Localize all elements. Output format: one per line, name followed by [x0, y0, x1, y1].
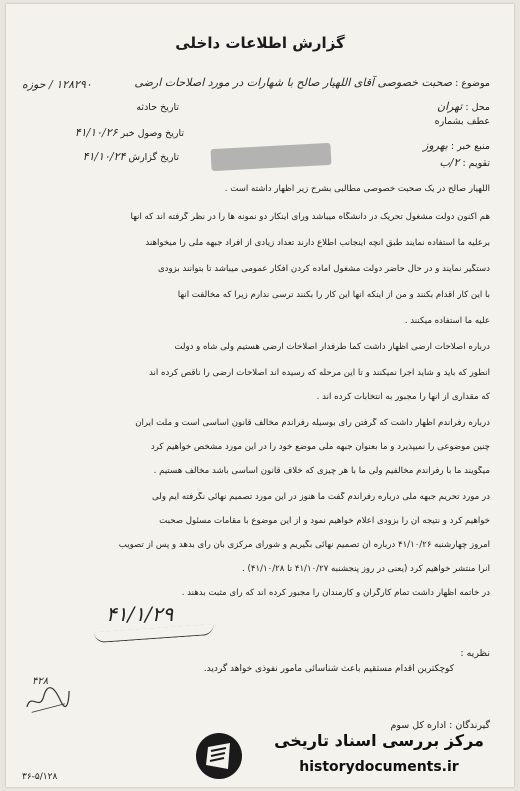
receive-date-row [75, 126, 184, 139]
body-line: امروز چهارشنبه ۴۱/۱۰/۲۶ درباره آن تصمیم نهائی بگیریم و شورای مرکزی بآن رای بدهد و پس از تصویب [118, 540, 490, 550]
receive-date-value: ۴۱/۱۰/۲۶ [74, 126, 118, 139]
comment-text: کوچکترین اقدام مستقیم باعث شناسائی مامور نفوذی خواهد گردید. [203, 664, 454, 674]
body-line: علیه ما استفاده میکنند . [404, 316, 490, 326]
source-label: منبع خبر [457, 141, 490, 152]
body-line: با این کار اقدام بکنند و من از اینکه آنها این کار را بکنند ترسی ندارم زیرا که مخالفت آنها [177, 290, 490, 300]
watermark [194, 729, 504, 783]
body-line: اللهیار صالح در یک صحبت خصوصی مطالبی بشرح زیر اظهار داشته است . [224, 184, 490, 194]
report-date-value: ۴۱/۱۰/۲۴ [82, 150, 126, 163]
signature-mark [22, 681, 74, 717]
watermark-en: historydocuments.ir [299, 759, 459, 775]
margin-note: ۴۲۸ [32, 676, 49, 687]
body-line: آنرا منتشر خواهیم کرد (یعنی در روز پنجشنبه ۴۱/۱۰/۲۷ تا ۴۱/۱۰/۲۸) . [242, 564, 490, 574]
page-title: گزارش اطلاعات داخلی [175, 34, 345, 52]
report-date-label: تاریخ گزارش [128, 152, 179, 163]
recipient-label: گیرندگان [455, 720, 490, 731]
body-line: چنین موضوعی را نمیپذیرد و ما بعنوان جبهه ملی موضع خود را در این مورد مشخص خواهیم کرد [150, 442, 490, 452]
subject-value: صحبت خصوصی آقای اللهیار صالح با شهارات در مورد اصلاحات ارضی [134, 76, 453, 89]
subject-label: موضوع [461, 78, 490, 89]
handwritten-date: ۴۱/۱/۲۹ [106, 602, 174, 626]
body-line: دستگیر نمایند و در حال حاضر دولت مشغول آماده کردن افکار عمومی میباشد تا بتوانند بزودی [157, 264, 490, 274]
report-date-row [83, 150, 179, 163]
subject-row: موضوع : صحبت خصوصی آقای اللهیار صالح با شهارات در مورد اصلاحات ارضی [134, 76, 490, 89]
body-line: هم اکنون دولت مشغول تحریک در دانشگاه میباشد ورای اینکار دو نمونه ها را در نظر گرفته اند که آنها [130, 212, 490, 222]
source-row: منبع خبر : بهروز [423, 139, 490, 152]
body-line: درباره اصلاحات ارضی اظهار داشت کما طرفدار اصلاحات ارضی هستیم ولی شاه و دولت [174, 342, 490, 352]
body-line: درباره رفراندم اظهار داشت که گرفتن رای بوسیله رفراندم مخالف قانون اساسی است و ملت ایران [135, 418, 490, 428]
watermark-fa: مرکز بررسی اسناد تاریخی [274, 731, 484, 750]
date-underline [94, 624, 214, 643]
receive-date-label: تاریخ وصول خبر [120, 128, 184, 139]
source-value: بهروز [423, 139, 448, 152]
attach-label: عطف بشماره [434, 116, 490, 127]
document-page [6, 4, 514, 787]
ref-number: ۱۲۸۲۹۰ / حوزه [22, 78, 92, 91]
place-row: محل : تهران [436, 100, 490, 113]
body-line: که مقداری از آنها را مجبور به انتخابات کرده اند . [316, 392, 490, 402]
body-line: میگویند ما با رفراندم مخالفیم ولی ما با هر چیزی که خلاف قانون اساسی باشد مخالف هستیم . [153, 466, 490, 476]
archive-logo-icon [194, 731, 244, 781]
body-line: خواهیم کرد و نتیجه آن را بزودی اعلام خواهیم نمود و از این موضوع با مقامات مسئول صحبت [159, 516, 490, 526]
recipient-value: اداره کل سوم [390, 720, 447, 731]
event-date-label: تاریخ حادثه [136, 102, 179, 113]
body-line: در خاتمه اظهار داشت تمام کارگران و کارمندان را مجبور کرده اند که رای مثبت بدهند . [181, 588, 490, 598]
grade-row: تقویم : ۲/ب [439, 156, 490, 169]
comment-label: نظریه : [460, 648, 490, 659]
redaction-stamp [211, 143, 332, 171]
document-code: ۳۶-۵/۱۲۸ [22, 772, 58, 782]
body-line: در مورد تحریم جبهه ملی درباره رفراندم گفت ما هنوز در این مورد تصمیم نهائی نگرفته ایم ولی [152, 492, 490, 502]
grade-value: ۲/ب [439, 156, 460, 169]
body-line: برعلیه ما استفاده نمایند طبق آنچه اینجانب اطلاع دارند تعداد زیادی از افراد جبهه ملی را میخواهند [145, 238, 490, 248]
grade-label: تقویم [468, 158, 490, 169]
body-line: آنطور که باید و شاید اجرا نمیکنند و تا این مرحله که رسیده اند اصلاحات ارضی را ناقص کرده اند [148, 368, 490, 378]
recipient-row: گیرندگان : اداره کل سوم [390, 720, 490, 731]
place-value: تهران [436, 100, 463, 113]
place-label: محل [471, 102, 490, 113]
